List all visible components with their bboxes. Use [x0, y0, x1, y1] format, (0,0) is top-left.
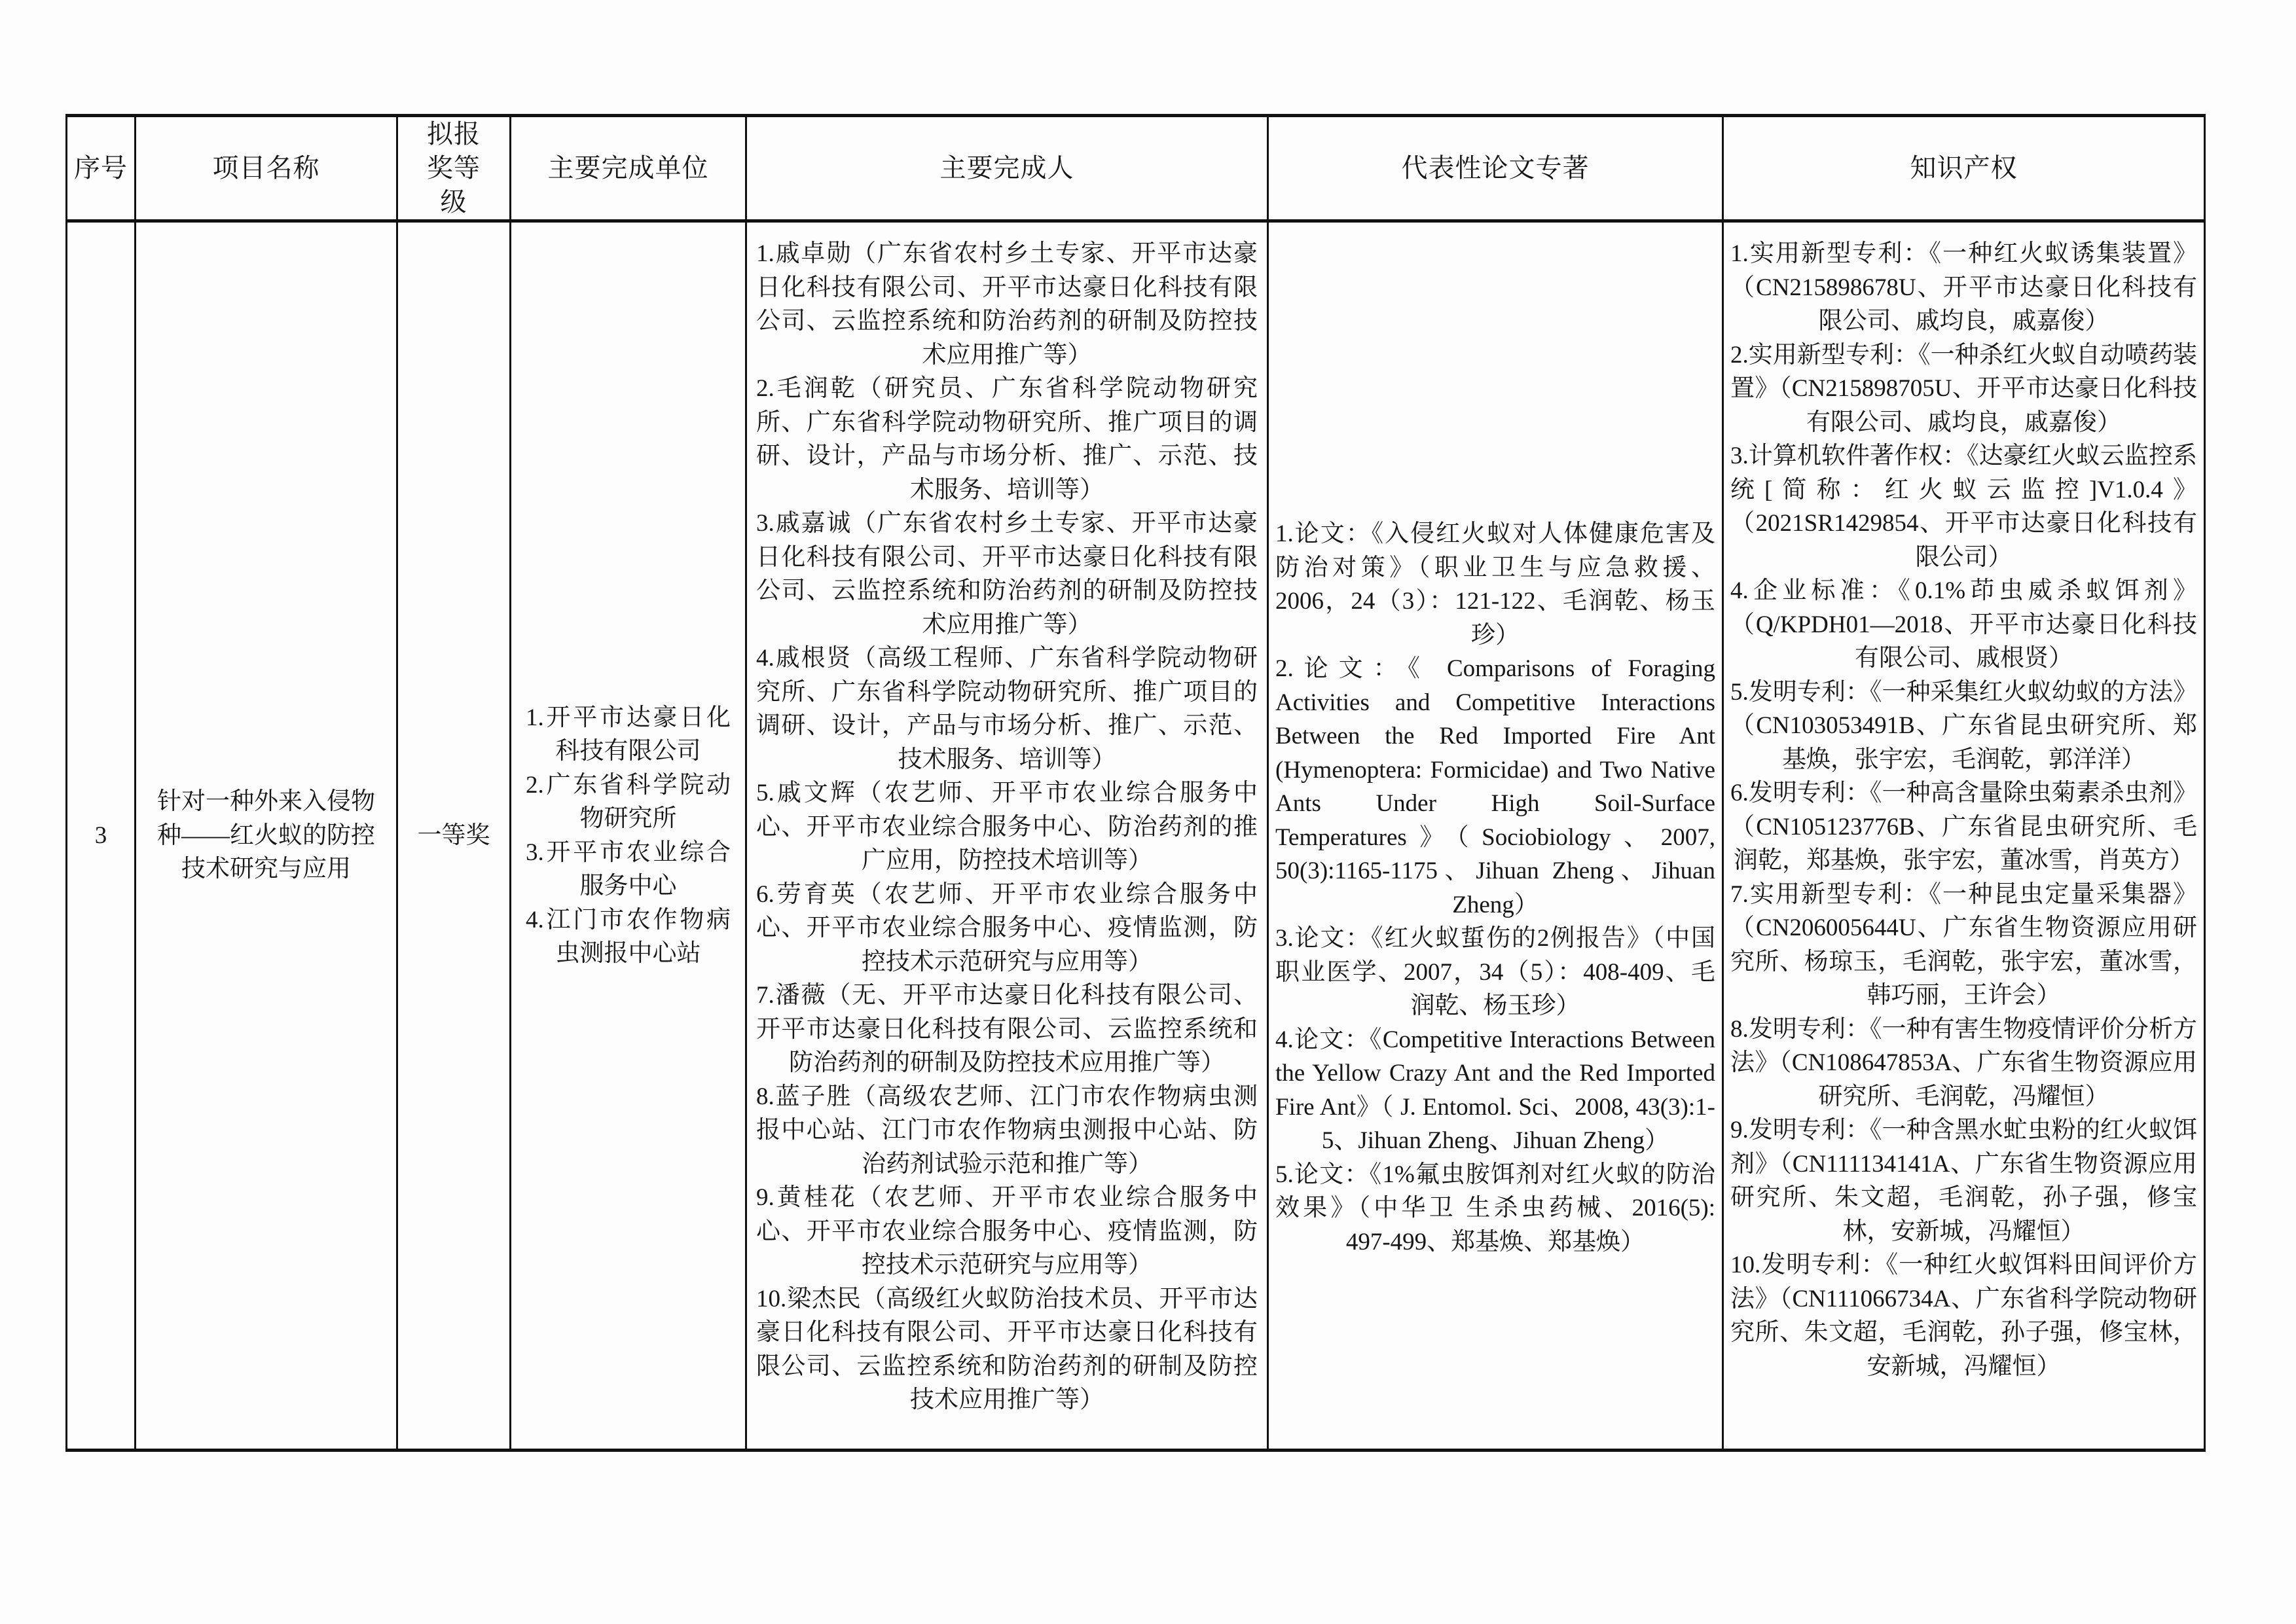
- unit-item: 1.开平市达豪日化科技有限公司: [526, 704, 731, 765]
- header-papers-label: 代表性论文专著: [1401, 153, 1590, 183]
- ip-item: 10.发明专利：《一种红火蚁饵料田间评价方法》（CN111066734A、广东省科学院动物研究所、朱文超，毛润乾，孙子强，修宝林，安新城，冯耀恒）: [1730, 1252, 2197, 1380]
- person-item: 10.梁杰民（高级红火蚁防治技术员、开平市达豪日化科技有限公司、开平市达豪日化科技有限公司、云监控系统和防治药剂的研制及防控技术应用推广等）: [756, 1285, 1258, 1413]
- papers-spacer: [1269, 223, 1722, 517]
- award-level-value: 一等奖: [417, 821, 490, 849]
- header-people-label: 主要完成人: [939, 153, 1074, 183]
- paper-item: 4.论文：《Competitive Interactions Between the Yellow Crazy Ant and the Red Imported Fire Ant》（ J. Entomol. Sci、2008, 43(3):1-5、Jihuan Zheng、Jihuan Zheng）: [1275, 1026, 1715, 1154]
- person-item: 9.黄桂花（农艺师、开平市农业综合服务中心、开平市农业综合服务中心、疫情监测，防控技术示范研究与应用等）: [756, 1184, 1258, 1278]
- header-units-label: 主要完成单位: [547, 153, 709, 183]
- header-row: [67, 116, 2205, 221]
- ip-item: 5.发明专利：《一种采集红火蚁幼蚁的方法》（CN103053491B、广东省昆虫研究所、郑基焕，张宇宏，毛润乾，郭洋洋）: [1730, 678, 2197, 773]
- header-people: [746, 116, 1268, 221]
- unit-item: 3.开平市农业综合服务中心: [526, 839, 731, 899]
- person-item: 7.潘薇（无、开平市达豪日化科技有限公司、开平市达豪日化科技有限公司、云监控系统和防治药剂的研制及防控技术应用推广等）: [756, 982, 1258, 1076]
- cell-ip: [1723, 221, 2205, 1451]
- award-nomination-table: [65, 114, 2206, 1452]
- cell-seq: [67, 221, 136, 1451]
- table-body: [67, 221, 2205, 1451]
- ip-item: 8.发明专利：《一种有害生物疫情评价分析方法》（CN108647853A、广东省生物资源应用研究所、毛润乾，冯耀恒）: [1730, 1015, 2197, 1110]
- project-name-value: 针对一种外来入侵物种——红火蚁的防控技术研究与应用: [157, 788, 375, 883]
- unit-item: 2.广东省科学院动物研究所: [526, 771, 731, 832]
- header-award-level-label: 拟报奖等级: [427, 119, 481, 217]
- person-item: 3.戚嘉诚（广东省农村乡土专家、开平市达豪日化科技有限公司、开平市达豪日化科技有限公司、云监控系统和防治药剂的研制及防控技术应用推广等）: [756, 510, 1258, 638]
- ip-list: [1724, 223, 2204, 1383]
- cell-units: [511, 221, 746, 1451]
- units-list: [511, 701, 745, 971]
- unit-item: 4.江门市农作物病虫测报中心站: [526, 906, 731, 967]
- header-units: [511, 116, 746, 221]
- ip-item: 9.发明专利：《一种含黑水虻虫粉的红火蚁饵剂》（CN111134141A、广东省生物资源应用研究所、朱文超，毛润乾，孙子强，修宝林，安新城，冯耀恒）: [1730, 1117, 2197, 1245]
- ip-item: 3.计算机软件著作权：《达豪红火蚁云监控系统[简称：红火蚁云监控]V1.0.4》（2021SR1429854、开平市达豪日化科技有限公司）: [1730, 442, 2197, 571]
- header-seq-label: 序号: [74, 153, 128, 183]
- paper-item: 3.论文：《红火蚁蜇伤的2例报告》（中国职业医学、2007，34（5）：408-409、毛润乾、杨玉珍）: [1275, 925, 1715, 1019]
- header-award-level: [397, 116, 511, 221]
- header-ip-label: 知识产权: [1910, 153, 2018, 183]
- person-item: 4.戚根贤（高级工程师、广东省科学院动物研究所、广东省科学院动物研究所、推广项目的调研、设计，产品与市场分析、推广、示范、技术服务、培训等）: [756, 645, 1258, 773]
- person-item: 5.戚文辉（农艺师、开平市农业综合服务中心、开平市农业综合服务中心、防治药剂的推广应用，防控技术培训等）: [756, 780, 1258, 874]
- person-item: 1.戚卓勋（广东省农村乡土专家、开平市达豪日化科技有限公司、开平市达豪日化科技有限公司、云监控系统和防治药剂的研制及防控技术应用推广等）: [756, 240, 1258, 369]
- ip-item: 6.发明专利：《一种高含量除虫菊素杀虫剂》（CN105123776B、广东省昆虫研究所、毛润乾，郑基焕，张宇宏，董冰雪，肖英方）: [1730, 780, 2197, 874]
- cell-project-name: [136, 221, 397, 1451]
- table-header: [67, 116, 2205, 221]
- people-list: [747, 223, 1267, 1417]
- ip-item: 2.实用新型专利：《一种杀红火蚁自动喷药装置》（CN215898705U、开平市达豪日化科技有限公司、戚均良，戚嘉俊）: [1730, 341, 2197, 436]
- paper-item: 2.论文：《 Comparisons of Foraging Activities and Competitive Interactions Between the Red Imported Fire Ant (Hymenoptera: Formicidae) and Two Native Ants Under High Soil-Surface Temperatures》（Sociobiology、2007, 50(3):1165-1175、Jihuan Zheng、Jihuan Zheng）: [1275, 655, 1715, 918]
- papers-list: [1269, 517, 1722, 1259]
- ip-item: 1.实用新型专利：《一种红火蚁诱集装置》（CN215898678U、开平市达豪日化科技有限公司、戚均良，戚嘉俊）: [1730, 240, 2197, 334]
- header-ip: [1723, 116, 2205, 221]
- header-seq: [67, 116, 136, 221]
- cell-papers: [1268, 221, 1723, 1451]
- person-item: 2.毛润乾（研究员、广东省科学院动物研究所、广东省科学院动物研究所、推广项目的调研、设计，产品与市场分析、推广、示范、技术服务、培训等）: [756, 375, 1258, 503]
- ip-item: 4.企业标准：《0.1%茚虫威杀蚁饵剂》（Q/KPDH01—2018、开平市达豪日化科技有限公司、戚根贤）: [1730, 577, 2197, 672]
- header-project-name-label: 项目名称: [212, 153, 320, 183]
- cell-award-level: [397, 221, 511, 1451]
- paper-item: 5.论文：《1%氟虫胺饵剂对红火蚁的防治效果》（中华卫 生杀虫药械、2016(5): 497-499、郑基焕、郑基焕）: [1275, 1161, 1715, 1255]
- seq-value: 3: [94, 821, 107, 849]
- person-item: 6.劳育英（农艺师、开平市农业综合服务中心、开平市农业综合服务中心、疫情监测，防控技术示范研究与应用等）: [756, 880, 1258, 975]
- ip-item: 7.实用新型专利：《一种昆虫定量采集器》（CN206005644U、广东省生物资源应用研究所、杨琼玉，毛润乾，张宇宏，董冰雪，韩巧丽，王许会）: [1730, 880, 2197, 1009]
- person-item: 8.蓝子胜（高级农艺师、江门市农作物病虫测报中心站、江门市农作物病虫测报中心站、防治药剂试验示范和推广等）: [756, 1083, 1258, 1178]
- paper-item: 1.论文：《入侵红火蚁对人体健康危害及防治对策》（职业卫生与应急救援、2006，24（3）：121-122、毛润乾、杨玉珍）: [1275, 520, 1715, 649]
- header-project-name: [136, 116, 397, 221]
- header-papers: [1268, 116, 1723, 221]
- cell-people: [746, 221, 1268, 1451]
- table-row: [67, 221, 2205, 1451]
